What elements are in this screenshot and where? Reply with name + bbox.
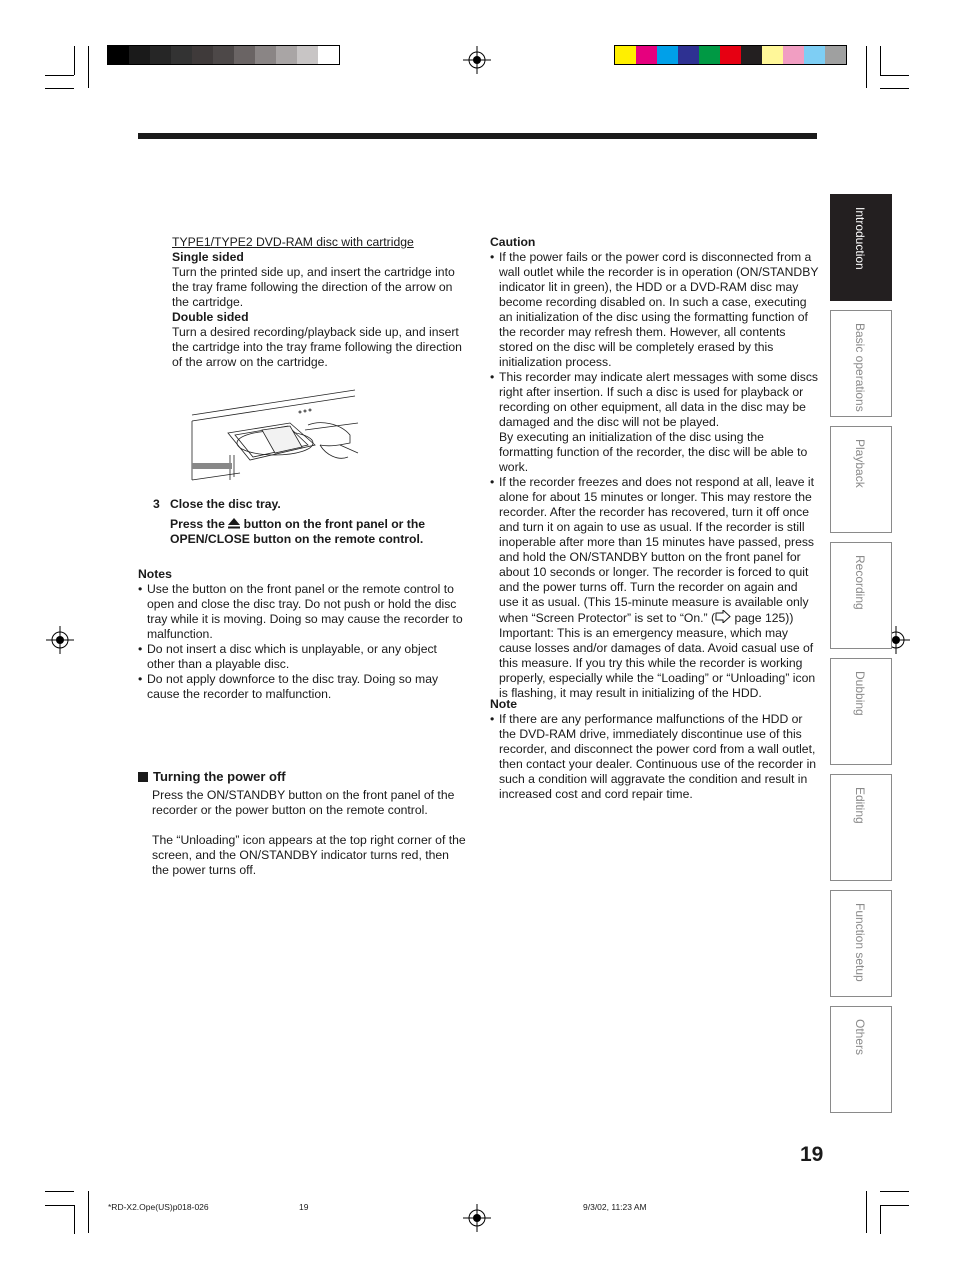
crop-mark xyxy=(88,1191,89,1233)
tab-recording[interactable] xyxy=(830,542,892,649)
footer-page: 19 xyxy=(299,1202,309,1212)
footer-date: 9/3/02, 11:23 AM xyxy=(583,1202,647,1212)
grayscale-calibration-bar xyxy=(107,45,340,65)
crop-mark xyxy=(45,75,74,76)
note-section xyxy=(490,697,820,802)
color-swatch xyxy=(615,46,636,64)
tab-label: Function setup xyxy=(853,903,867,982)
color-swatch xyxy=(192,46,213,64)
caution-section xyxy=(490,235,820,701)
double-sided-heading: Double sided xyxy=(172,310,249,324)
tab-label: Others xyxy=(853,1019,867,1056)
caution-text: Important: This is an emergency measure, which may cause losses and/or damages of data. Avoid casual use of this measure. If you try this while the recorder is working properly, especially while the “Loading” or “Unloading” icon is flashing, it may result in initializing of the HDD. xyxy=(499,626,816,700)
power-off-paragraph: The “Unloading” icon appears at the top right corner of the screen, and the ON/STANDBY indicator turns red, then the power turns off. xyxy=(152,833,466,877)
color-swatch xyxy=(276,46,297,64)
color-swatch xyxy=(657,46,678,64)
step-press-line2: OPEN/CLOSE button on the remote control. xyxy=(170,532,424,546)
step-press-before: Press the xyxy=(170,517,225,531)
crop-mark xyxy=(880,46,881,75)
tab-label: Recording xyxy=(853,555,867,610)
color-swatch xyxy=(720,46,741,64)
color-swatch xyxy=(804,46,825,64)
color-swatch xyxy=(318,46,339,64)
color-swatch xyxy=(678,46,699,64)
tab-others[interactable] xyxy=(830,1006,892,1113)
tab-basic-operations[interactable] xyxy=(830,310,892,417)
cartridge-insertion-illustration xyxy=(190,385,360,485)
note-item: • If there are any performance malfunctions of the HDD or the DVD-RAM drive, immediately discontinue use of this recorder, and disconnect the power cord from a wall outlet, then contact your dealer. Continuous use of the recorder in such a condition will aggravate the condition and result in increased cost and cord repair time. xyxy=(490,712,820,802)
caution-item xyxy=(490,475,820,701)
color-calibration-bar xyxy=(614,45,847,65)
step-number: 3 xyxy=(153,497,160,511)
power-off-paragraph: Press the ON/STANDBY button on the front panel of the recorder or the power button on the remote control. xyxy=(152,788,455,817)
tab-label: Basic operations xyxy=(853,323,867,412)
crop-mark xyxy=(74,46,75,75)
power-off-heading xyxy=(138,769,468,784)
tab-label: Playback xyxy=(853,439,867,488)
tab-label: Editing xyxy=(853,787,867,824)
caution-item: • If the power fails or the power cord is disconnected from a wall outlet while the recorder is in operation (ON/STANDBY indicator lit in green), the HDD or a DVD-RAM disc may become recording disabled on. In such a case, executing an initialization of the disc using the formatting function of the recorder may refresh them. However, all contents stored on the disc will be completely erased by this initialization process. xyxy=(490,250,820,370)
tab-editing[interactable] xyxy=(830,774,892,881)
crop-mark xyxy=(45,88,74,89)
color-swatch xyxy=(234,46,255,64)
registration-target-icon xyxy=(463,46,491,74)
crop-mark xyxy=(880,1205,909,1206)
note-item: • Do not insert a disc which is unplayable, or any object other than a playable disc. xyxy=(138,642,466,672)
step-title: Close the disc tray. xyxy=(169,497,281,511)
page-reference-arrow-icon xyxy=(715,610,731,623)
note-heading: Note xyxy=(490,697,518,711)
step-3-instruction xyxy=(170,517,480,547)
step-press-after: button on the front panel or the xyxy=(243,517,426,531)
color-swatch xyxy=(129,46,150,64)
color-swatch xyxy=(762,46,783,64)
power-off-body xyxy=(152,788,467,878)
color-swatch xyxy=(699,46,720,64)
tab-label: Introduction xyxy=(853,207,867,270)
color-swatch xyxy=(636,46,657,64)
crop-mark xyxy=(880,75,909,76)
crop-mark xyxy=(45,1205,74,1206)
note-item: • Do not apply downforce to the disc tray. Doing so may cause the recorder to malfunction. xyxy=(138,672,466,702)
color-swatch xyxy=(297,46,318,64)
color-swatch xyxy=(213,46,234,64)
color-swatch xyxy=(255,46,276,64)
power-off-title: Turning the power off xyxy=(153,769,286,784)
color-swatch xyxy=(741,46,762,64)
notes-heading: Notes xyxy=(138,567,172,581)
crop-mark xyxy=(880,88,909,89)
crop-mark xyxy=(88,46,89,88)
color-swatch xyxy=(108,46,129,64)
color-swatch xyxy=(150,46,171,64)
crop-mark xyxy=(866,46,867,88)
caution-heading: Caution xyxy=(490,235,536,249)
caution-text: If the recorder freezes and does not respond at all, leave it alone for about 15 minutes or longer. This may restore the recorder. After the recorder has recovered, turn it off once and turn it on again to use as usual. If the recorder is still inoperable after more than 15 minutes have passed, press and hold the ON/STANDBY button on the front panel for about 10 seconds or longer. The recorder is forced to quit and the power turns off. Turn the recorder on again and use it as usual. (This 15-minute measure is available only when “Screen Protector” is set to “On.” ( xyxy=(499,475,815,625)
color-swatch xyxy=(171,46,192,64)
caution-text: This recorder may indicate alert messages with some discs right after insertion. If such a disc is used for playback or recording on other equipment, all data in the disc may be damaged and the disc will not be played. xyxy=(499,370,819,429)
caution-item xyxy=(490,370,820,475)
color-swatch xyxy=(783,46,804,64)
page-number: 19 xyxy=(800,1143,824,1166)
crop-mark xyxy=(866,1191,867,1233)
crop-mark xyxy=(880,1205,881,1234)
step-3 xyxy=(153,497,473,512)
color-swatch xyxy=(825,46,846,64)
note-item: • Use the button on the front panel or the remote control to open and close the disc tray. Do not push or hold the disc tray while it is moving. Doing so may cause the recorder to malfunction. xyxy=(138,582,466,642)
header-rule xyxy=(138,133,817,139)
caution-page-ref: page 125)) xyxy=(734,611,794,625)
crop-mark xyxy=(880,1191,909,1192)
registration-target-icon xyxy=(463,1204,491,1232)
tab-introduction[interactable] xyxy=(830,194,892,301)
crop-mark xyxy=(45,1191,74,1192)
caution-text: By executing an initialization of the disc using the formatting function of the recorder, the disc will be able to work. xyxy=(499,430,808,474)
disc-type-label: TYPE1/TYPE2 DVD-RAM disc with cartridge xyxy=(172,235,414,249)
footer-filename: *RD-X2.Ope(US)p018-026 xyxy=(108,1202,209,1212)
eject-icon xyxy=(228,518,240,529)
tab-playback[interactable] xyxy=(830,426,892,533)
tab-label: Dubbing xyxy=(853,671,867,716)
bullet-square-icon xyxy=(138,772,148,782)
tab-function-setup[interactable] xyxy=(830,890,892,997)
single-sided-text: Turn the printed side up, and insert the cartridge into the tray frame following the direction of the arrow on the cartridge. xyxy=(172,265,455,309)
cartridge-instructions xyxy=(172,235,467,370)
tab-dubbing[interactable] xyxy=(830,658,892,765)
single-sided-heading: Single sided xyxy=(172,250,244,264)
registration-target-icon xyxy=(46,626,74,654)
double-sided-text: Turn a desired recording/playback side up, and insert the cartridge into the tray frame following the direction of the arrow on the cartridge. xyxy=(172,325,462,369)
crop-mark xyxy=(74,1205,75,1234)
notes-section xyxy=(138,567,466,702)
